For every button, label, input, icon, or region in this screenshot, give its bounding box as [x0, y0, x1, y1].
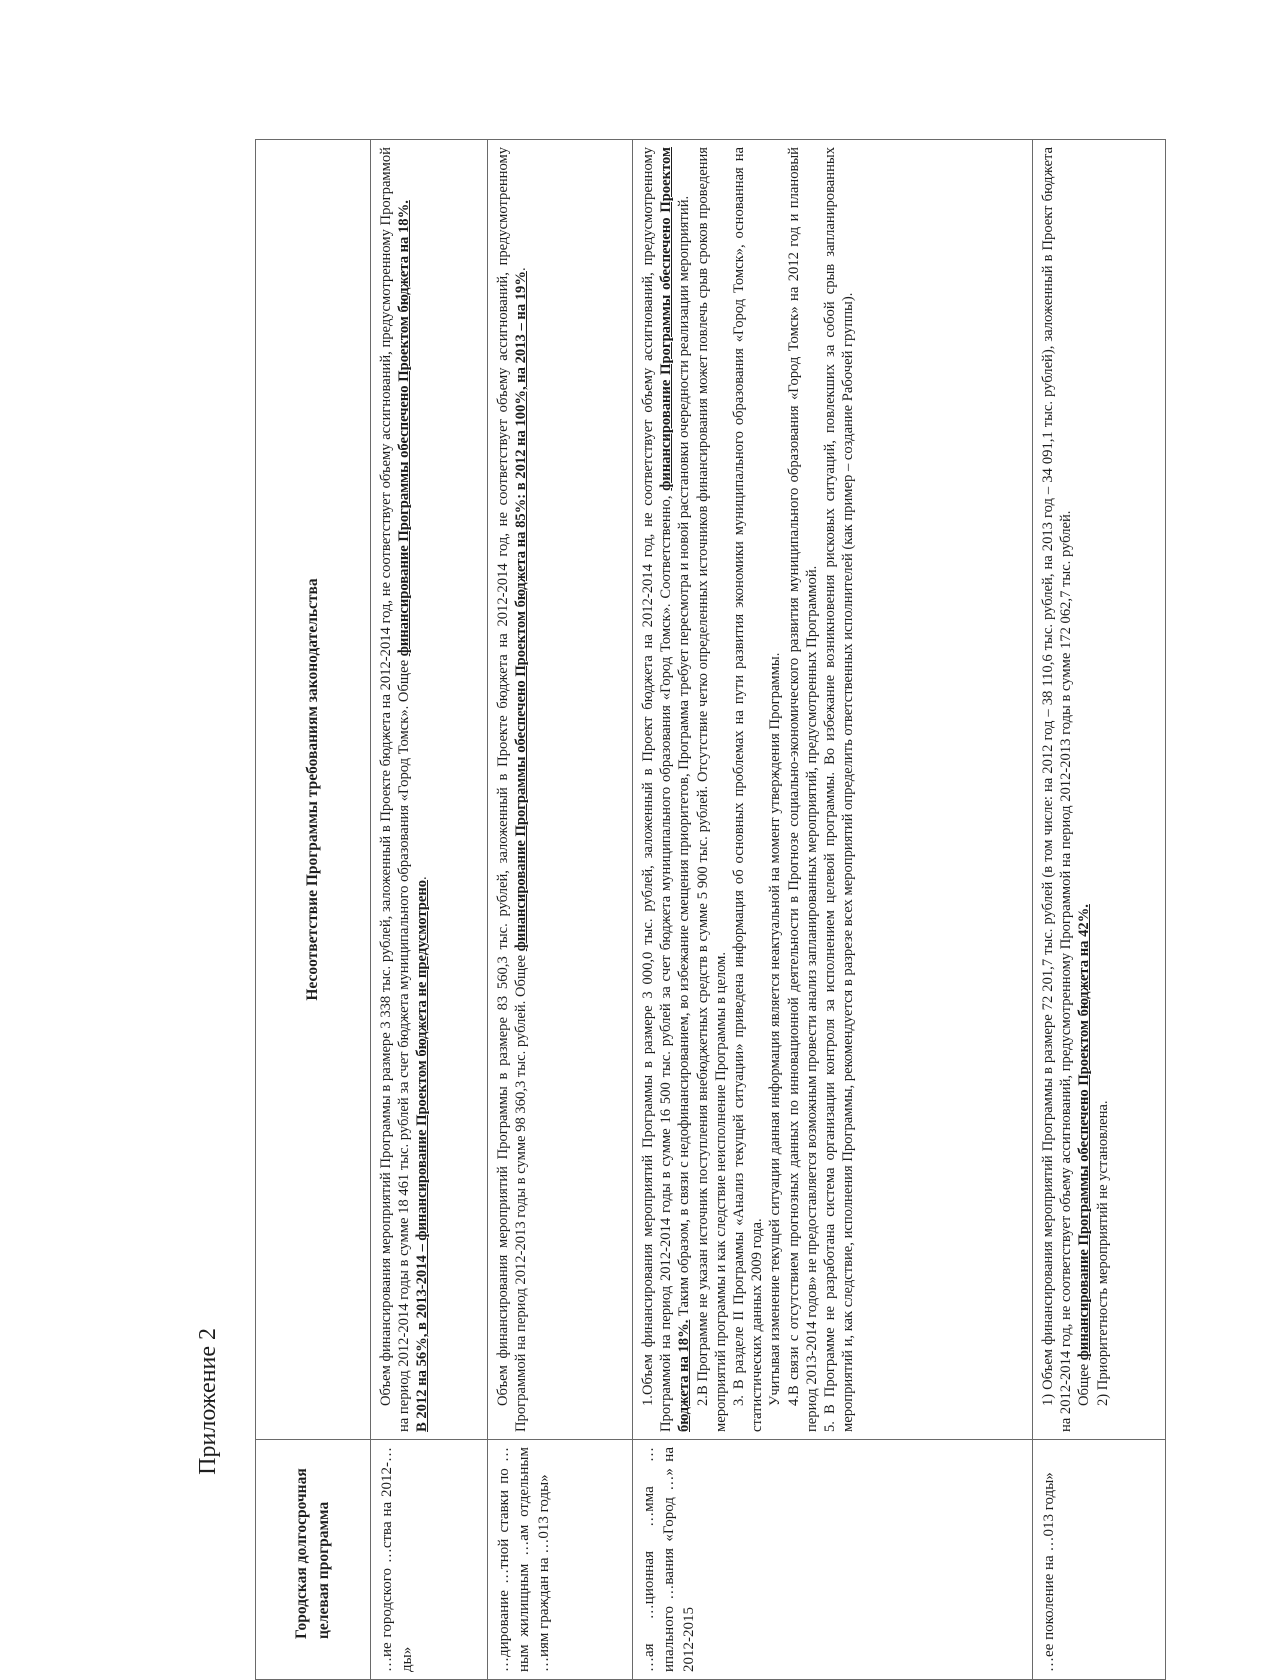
- issue-highlight: финансирование Программы обеспечено Проектом бюджета на 18%.: [396, 200, 413, 657]
- table-row: [1033, 140, 1166, 1680]
- issue-paragraph: Объем финансирования мероприятий Программы в размере 83 560,3 тыс. рублей, заложенный в Проекте бюджета на 2012-2014 год, не соответствует объему ассигнований, предусмотренному Программой на период 2012-2013 годы в сумме 98 360,3 тыс. рублей. Общее финансирование Программы обеспечено Проектом бюджета на 85%: в 2012 на 100%, на 2013 – на 19%.: [495, 147, 530, 1432]
- issue-text: Общее: [1076, 1360, 1093, 1406]
- header-issues: Несоответствие Программы требованиям законодательства: [256, 140, 371, 1440]
- issue-paragraph: 3. В разделе II Программы «Анализ текущей ситуации» приведена информация об основных проблемах на пути развития экономики муниципального образования «Город Томск», основанная на статистических данных 2009 года.: [731, 147, 766, 1432]
- appendix-label: Приложение 2: [195, 1328, 221, 1475]
- table-row: [633, 140, 1033, 1680]
- compliance-table: [255, 139, 1166, 1680]
- issue-paragraph: [377, 147, 413, 1432]
- issue-highlight: финансирование Программы обеспечено Проектом бюджета на 42%.: [1076, 904, 1093, 1361]
- issue-highlight: финансирование Программы обеспечено Проектом бюджета на 85%: в 2012 на 100%, на 2013 – на 19%: [513, 271, 530, 952]
- issue-paragraph: Учитывая изменение текущей ситуации данная информация является неактуальной на момент утверждения Программы.: [767, 652, 784, 1406]
- table-row: [488, 140, 633, 1680]
- issue-paragraph: 2.В Программе не указан источник поступления внебюджетных средств в сумме 5 900 тыс. рублей. Отсутствие четко определенных источников финансирования может повлечь срыв сроков проведения мероприятий программы и как следствие неисполнение Программы в целом.: [694, 147, 729, 1432]
- issue-paragraph: 5. В Программе не разработана система организации контроля за исполнением целевой программы. Во избежание возникновения рисковых ситуаций, повлекших за собой срыв запланированных мероприятий и, как следствие, исполнения Программы, рекомендуется в разрезе всех мероприятий определить ответственных исполнителей (как пример – создание Рабочей группы).: [822, 147, 857, 1432]
- issue-highlight: В 2012 на 56%, в 2013-2014 – финансирование Проектом бюджета не предусмотрено: [414, 879, 431, 1432]
- issues-cell: [633, 140, 1033, 1440]
- issue-text: Объем финансирования мероприятий Программы в размере 3 338 тыс. рублей, заложенный в Проекте бюджета на 2012-2014 год, не соответствует объему ассигнований, предусмотренному Программой на период 2012-2014 годы в сумме 18 461 тыс. рублей за счет бюджета муниципального образования «Город Томск». Общее: [378, 147, 413, 1432]
- issue-paragraph: В 2012 на 56%, в 2013-2014 – финансирование Проектом бюджета не предусмотрено.: [414, 876, 431, 1432]
- program-name-cell: …ее поколение на …013 годы»: [1033, 1440, 1166, 1680]
- issue-text: Объем финансирования мероприятий Программы в размере 83 560,3 тыс. рублей, заложенный в Проекте бюджета на 2012-2014 год, не соответствует объему ассигнований, предусмотренному Программой на период 2012-2013 годы в сумме 98 360,3 тыс. рублей. Общее: [495, 147, 530, 1432]
- issue-highlight: финансирование Программы обеспечено Проектом бюджета на 18%.: [658, 147, 693, 1432]
- table-row: [371, 140, 488, 1680]
- table-header-row: [256, 140, 371, 1680]
- issue-paragraph: [1075, 147, 1093, 1432]
- issue-paragraph: 2) Приоритетность мероприятий не установлена.: [1094, 1100, 1111, 1406]
- program-name-cell: …ие городского …ства на 2012-…ды»: [371, 1440, 488, 1680]
- header-program: Городская долгосрочная целевая программа: [256, 1440, 371, 1680]
- issues-cell: [1033, 140, 1166, 1440]
- issue-text: 1.Объем финансирования мероприятий Программы в размере 3 000,0 тыс. рублей, заложенный в Проект бюджета на 2012-2014 год, не соответствует объему ассигнований, предусмотренному Программой на период 2012-2014 годы в сумме 16 500 тыс. рублей за счет бюджета муниципального образования «Город Томск». Соответственно,: [640, 147, 675, 1432]
- issues-cell: [488, 140, 633, 1440]
- issues-cell: [371, 140, 488, 1440]
- program-name-cell: …ая …ционная …мма …ипального …вания «Город …» на 2012-2015: [633, 1440, 1033, 1680]
- issue-paragraph: [639, 147, 694, 1432]
- program-name-cell: …дирование …тной ставки по …ным жилищным …ам отдельным …иям граждан на …013 годы»: [488, 1440, 633, 1680]
- issue-paragraph: 1) Объем финансирования мероприятий Программы в размере 72 201,7 тыс. рублей (в том числе: на 2012 год – 38 110,6 тыс. рублей, на 2013 год – 34 091,1 тыс. рублей), заложенный в Проект бюджета на 2012-2014 год, не соответствует объему ассигнований, предусмотренному Программой на период 2012-2013 годы в сумме 172 062,7 тыс. рублей.: [1040, 147, 1075, 1432]
- issue-paragraph: 4.В связи с отсутствием прогнозных данных по инновационной деятельности в Прогнозе социально-экономического развития муниципального образования «Город Томск» на 2012 год и плановый период 2013-2014 годов» не предоставляется возможным провести анализ запланированных мероприятий, предусмотренных Программой.: [785, 147, 820, 1432]
- issue-text: Таким образом, в связи с недофинансированием, во избежание смещения приоритетов, Программа требует пересмотра и новой расстановки очередности реализации мероприятий.: [676, 195, 693, 1320]
